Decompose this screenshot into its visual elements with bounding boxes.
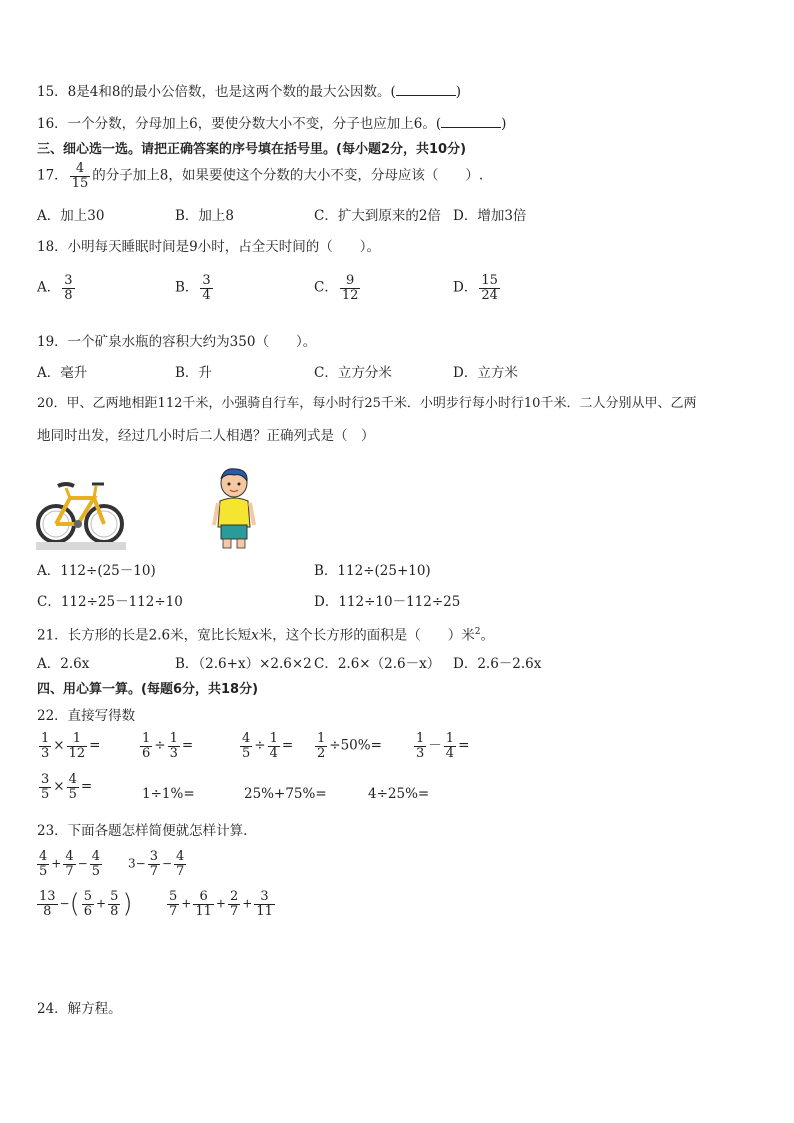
option-b[interactable]: B．112÷(25+10) [314,563,431,579]
option-d[interactable]: D．立方米 [453,365,518,381]
section-4-heading: 四、用心算一算。(每题6分，共18分) [37,682,259,697]
question-24-title: 24．解方程。 [37,1001,122,1017]
option-c[interactable]: C．112÷25－112÷10 [37,594,183,610]
option-d[interactable]: D．增加3倍 [453,208,527,224]
question-15: 15．8是4和8的最小公倍数，也是这两个数的最大公因数。( ) [37,84,461,100]
option-a[interactable]: A．毫升 [37,365,88,381]
option-a[interactable]: A．2.6x [37,656,90,672]
expression: $\frac{1}{3}$ × $\frac{1}{12}$ = [41,731,101,761]
option-c[interactable]: C．立方分米 [314,365,392,381]
question-16: 16．一个分数，分母加上6，要使分数大小不变，分子也应加上6。( ) [37,116,507,132]
question-21: 21．长方形的长是2.6米，宽比长短x米，这个长方形的面积是（ ）米$^2$。 [37,627,495,644]
answer-blank[interactable] [396,83,456,96]
question-23-title: 23．下面各题怎样简便就怎样计算. [37,823,248,839]
option-c[interactable]: C．扩大到原来的2倍 [314,208,441,224]
option-a[interactable]: A． $\frac{3}{8}$ [37,273,73,303]
option-b[interactable]: B．（2.6+x）×2.6×2 [175,656,312,672]
option-d[interactable]: D．112÷10－112÷25 [314,594,461,610]
option-d[interactable]: D．2.6－2.6x [453,656,542,672]
question-18: 18．小明每天睡眠时间是9小时，占全天时间的（ ）。 [37,239,381,255]
bicycle-image [36,472,126,552]
option-a[interactable]: A．加上30 [37,208,105,224]
option-a[interactable]: A．112÷(25－10) [37,563,156,579]
question-22-title: 22．直接写得数 [37,708,136,724]
question-20-line-1: 20．甲、乙两地相距112千米，小强骑自行车，每小时行25千米．小明步行每小时行10千米．二人分别从甲、乙两 [37,396,697,411]
boy-image [212,467,256,551]
question-19: 19．一个矿泉水瓶的容积大约为350（ ）。 [37,334,317,350]
expression: $\frac{1}{6}$ ÷ $\frac{1}{3}$ = [142,731,194,761]
question-20-line-2: 地同时出发，经过几小时后二人相遇？正确列式是（ ） [37,428,375,444]
expression: $\frac{4}{5}$ ÷ $\frac{1}{4}$ = [242,731,294,761]
fraction: $\frac{4}{15}$ [71,161,89,191]
expression: $\frac{1}{3}$ － $\frac{1}{4}$ = [416,731,470,761]
expression: $\frac{1}{2}$ ÷50%= [317,731,382,761]
question-17: 17． $\frac{4}{15}$ 的分子加上8，如果要使这个分数的大小不变，分母应该（ ）. [37,161,484,191]
expression: $\frac{3}{5}$ × $\frac{4}{5}$ = [41,772,93,802]
option-c[interactable]: C． $\frac{9}{12}$ [314,273,359,303]
expression: $\frac{5}{7}$ + $\frac{6}{11}$ + $\frac{2}{7}$ + $\frac{3}{11}$ [169,889,273,919]
expression: 3− $\frac{3}{7}$ − $\frac{4}{7}$ [128,849,185,879]
expression: 25%+75%= [244,786,327,802]
option-c[interactable]: C．2.6×（2.6－x） [314,656,441,672]
option-b[interactable]: B．升 [175,365,212,381]
option-b[interactable]: B． $\frac{3}{4}$ [175,273,211,303]
expression: 1÷1%= [142,786,195,802]
option-d[interactable]: D． $\frac{15}{24}$ [453,273,498,303]
expression: 4÷25%= [368,786,430,802]
option-b[interactable]: B．加上8 [175,208,235,224]
answer-blank[interactable] [441,115,501,128]
expression: $\frac{4}{5}$ + $\frac{4}{7}$ − $\frac{4}{5}$ [39,849,100,879]
expression: $\frac{13}{8}$ −( $\frac{5}{6}$ + $\frac{5}{8}$ ) [39,889,133,920]
section-3-heading: 三、细心选一选。请把正确答案的序号填在括号里。(每小题2分，共10分) [37,142,467,157]
